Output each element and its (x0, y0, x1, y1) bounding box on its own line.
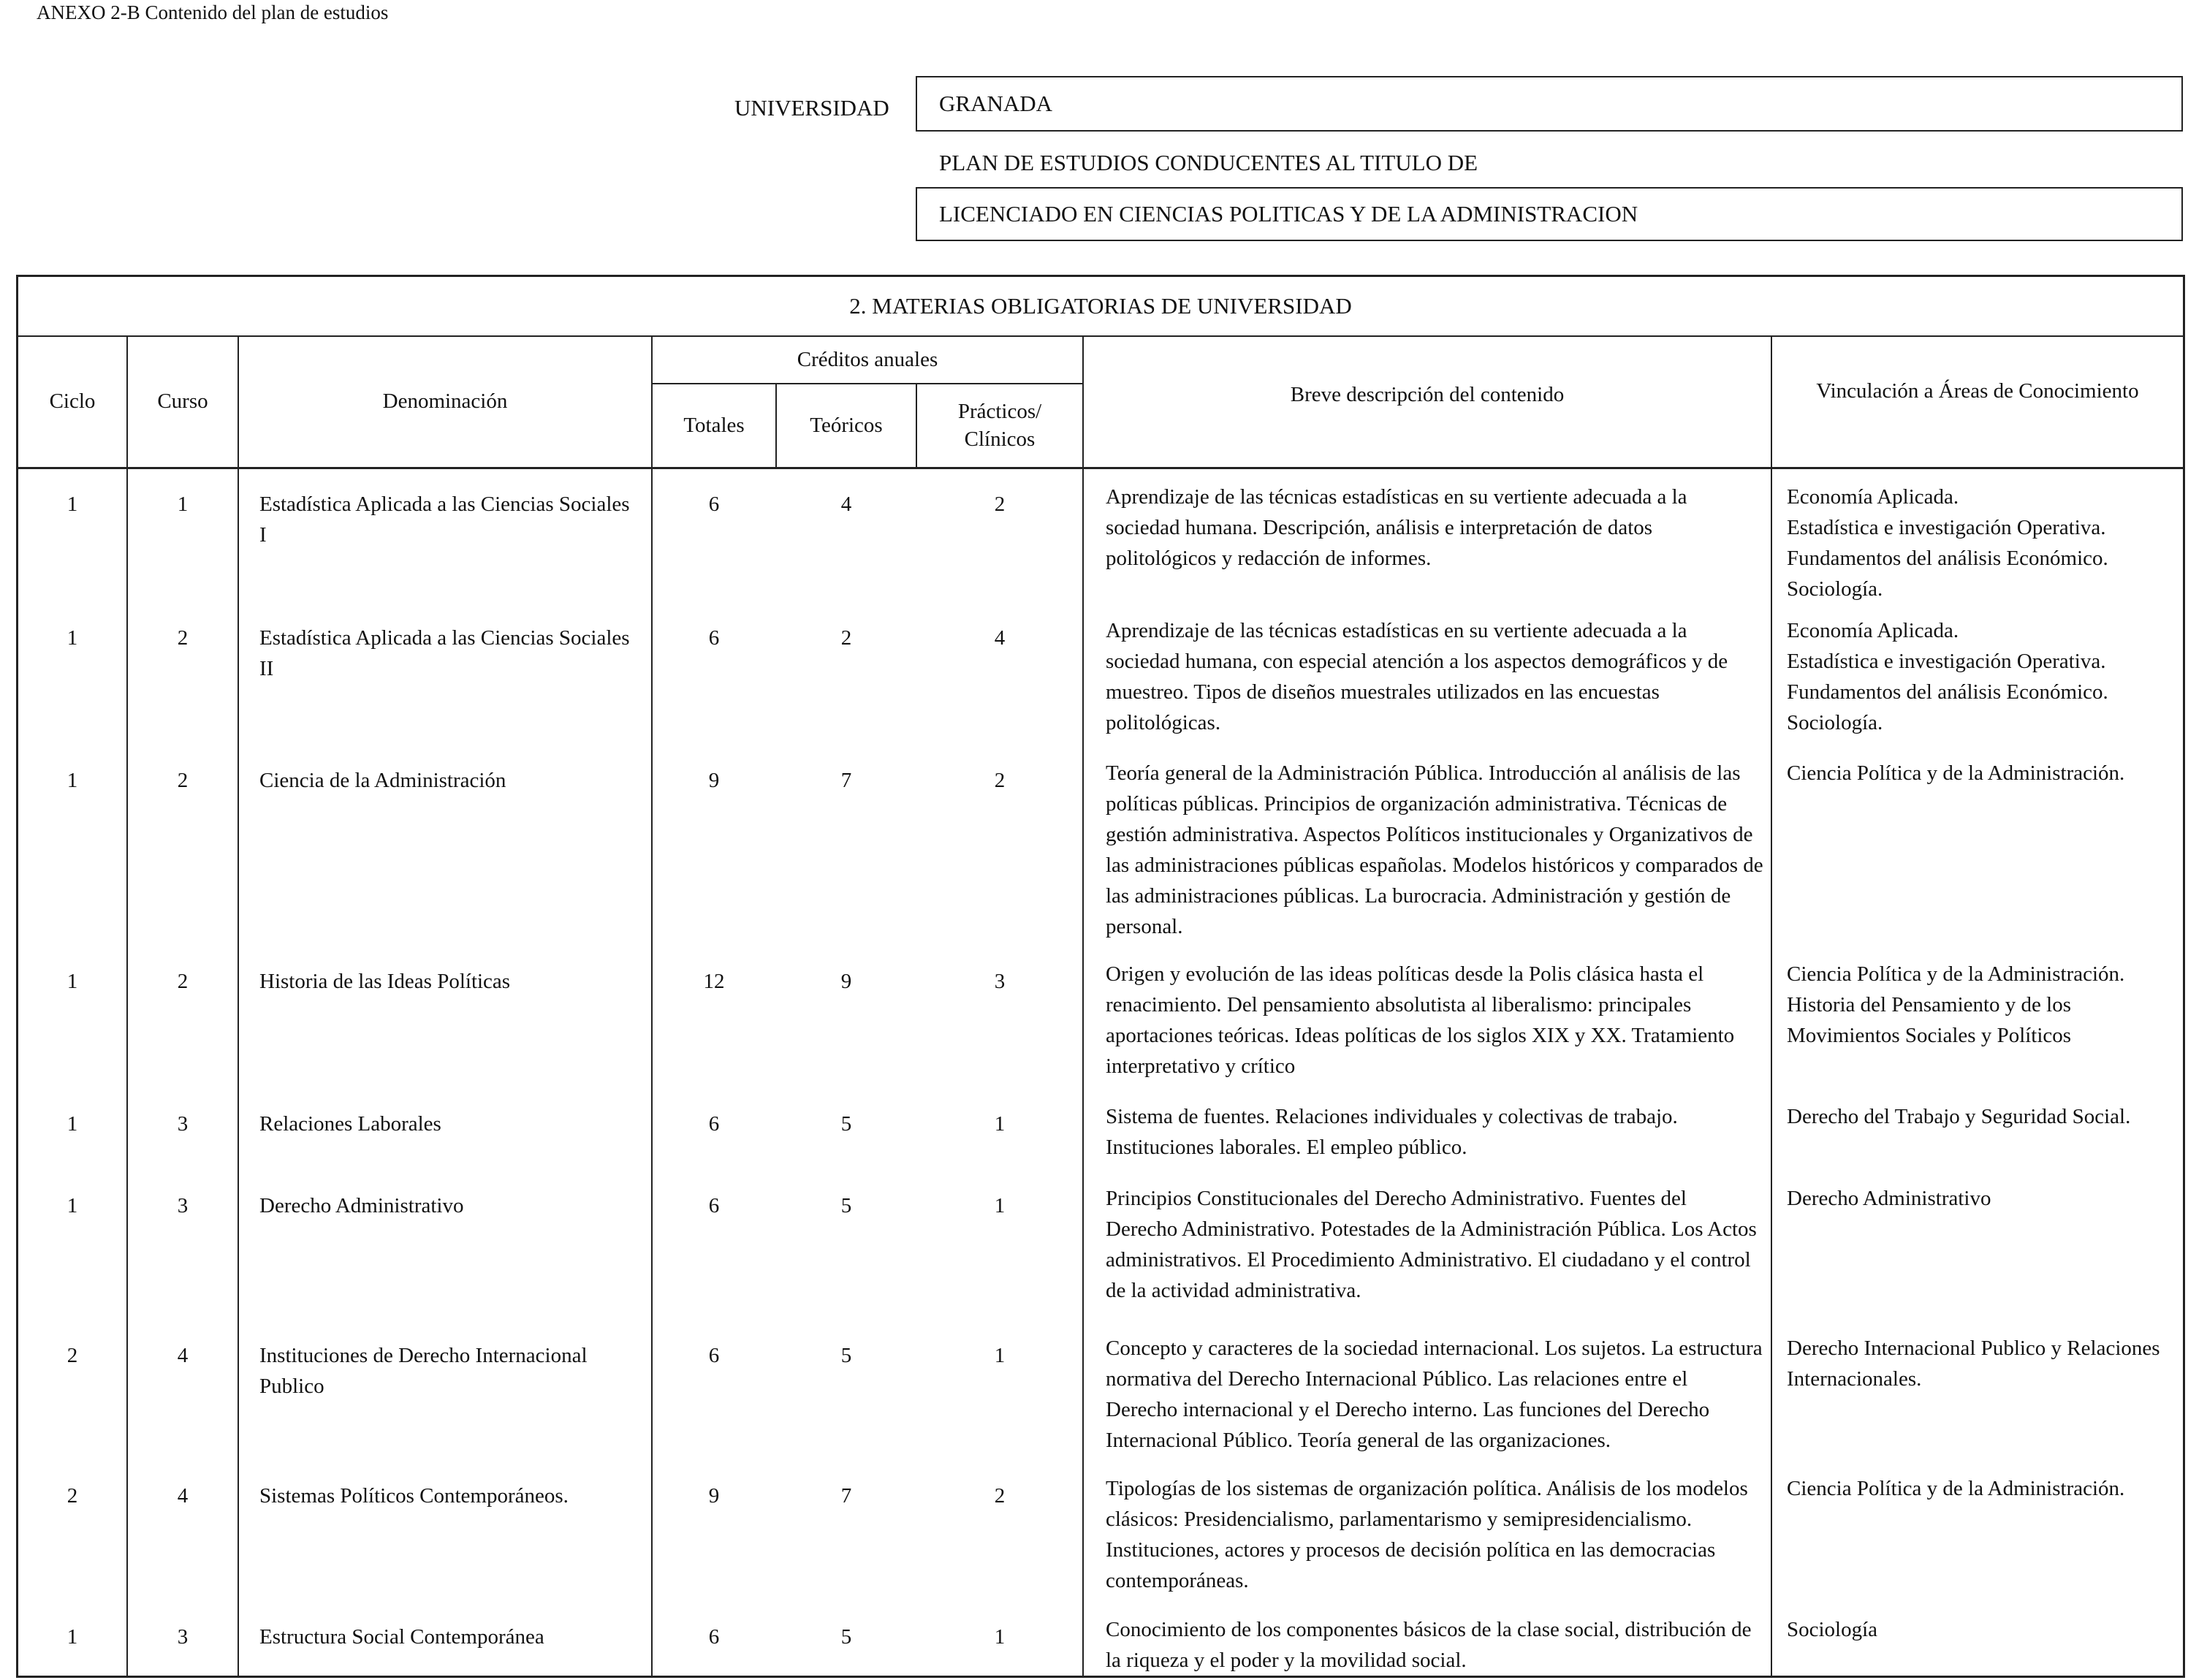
cell-denominacion: Historia de las Ideas Políticas (259, 970, 511, 993)
cell-denominacion: Relaciones Laborales (259, 1112, 441, 1136)
cell-practicos: 1 (994, 1344, 1006, 1367)
cell-totales: 9 (708, 1484, 720, 1508)
cell-descripcion: Conocimiento de los componentes básicos de la clase social, distribución de la riqueza y el poder y la movilidad social. (1106, 1618, 1752, 1672)
cell-denominacion: Derecho Administrativo (259, 1194, 464, 1217)
university-name: GRANADA (939, 91, 1052, 116)
cell-curso: 1 (177, 493, 189, 516)
cell-teoricos: 5 (840, 1625, 852, 1649)
cell-descripcion: Concepto y caracteres de la sociedad internacional. Los sujetos. La estructura normativa del Derecho Internacional Público. Las relaciones entre el Derecho internacional y el Derecho interno. Las funciones del Derecho Internacional Público. Teoría general de las organizaciones. (1106, 1337, 1763, 1452)
cell-descripcion: Teoría general de la Administración Pública. Introducción al análisis de las políticas públicas. Principios de organización administrativa. Técnicas de gestión administrativa. Aspectos Políticos institucionales y Organizativos de las administraciones públicas españolas. Modelos históricos y comparados de las administraciones públicas. La burocracia. Administración y gestión de personal. (1106, 761, 1763, 938)
cell-ciclo: 1 (67, 626, 78, 650)
cell-ciclo: 1 (67, 1112, 78, 1136)
section-title: 2. MATERIAS OBLIGATORIAS DE UNIVERSIDAD (849, 293, 1352, 319)
cell-curso: 4 (177, 1484, 189, 1508)
cell-vinculacion: Ciencia Política y de la Administración. (1787, 761, 2125, 785)
header-practicos: Prácticos/ Clínicos (957, 399, 1042, 451)
cell-practicos: 4 (994, 626, 1006, 650)
header-creditos: Créditos anuales (797, 347, 938, 371)
subjects-table (16, 275, 2185, 1678)
cell-vinculacion: Derecho Internacional Publico y Relaciones Internacionales. (1787, 1337, 2160, 1391)
header-vinculacion: Vinculación a Áreas de Conocimiento (1816, 379, 2139, 403)
cell-ciclo: 2 (67, 1344, 78, 1367)
cell-ciclo: 2 (67, 1484, 78, 1508)
header-totales: Totales (683, 413, 745, 437)
cell-descripcion: Principios Constitucionales del Derecho Administrativo. Fuentes del Derecho Administrativo. Potestades de la Administración Pública. Los Actos administrativos. El Procedimiento Administrativo. El ciudadano y el control de la actividad administrativa. (1106, 1187, 1757, 1302)
cell-ciclo: 1 (67, 493, 78, 516)
cell-practicos: 3 (994, 970, 1006, 993)
cell-practicos: 1 (994, 1625, 1006, 1649)
cell-totales: 6 (708, 1112, 720, 1136)
column-divider (238, 335, 239, 1676)
cell-vinculacion: Economía Aplicada. Estadística e investigación Operativa. Fundamentos del análisis Económico. Sociología. (1787, 619, 2108, 734)
column-divider (1082, 335, 1084, 1676)
university-label: UNIVERSIDAD (734, 95, 889, 121)
cell-denominacion: Estructura Social Contemporánea (259, 1625, 544, 1649)
cell-descripcion: Tipologías de los sistemas de organización política. Análisis de los modelos clásicos: Presidencialismo, parlamentarismo y semipresidencialismo. Instituciones, actores y procesos de decisión política en las democracias contemporáneas. (1106, 1477, 1748, 1592)
cell-practicos: 1 (994, 1112, 1006, 1136)
cell-practicos: 1 (994, 1194, 1006, 1217)
cell-teoricos: 5 (840, 1344, 852, 1367)
cell-practicos: 2 (994, 493, 1006, 516)
header-ciclo: Ciclo (49, 389, 96, 414)
cell-teoricos: 4 (840, 493, 852, 516)
cell-curso: 3 (177, 1194, 189, 1217)
cell-curso: 3 (177, 1625, 189, 1649)
cell-teoricos: 7 (840, 769, 852, 792)
cell-vinculacion: Derecho del Trabajo y Seguridad Social. (1787, 1105, 2131, 1128)
cell-denominacion: Ciencia de la Administración (259, 769, 506, 792)
cell-ciclo: 1 (67, 1194, 78, 1217)
column-divider (1771, 335, 1772, 1676)
cell-descripcion: Aprendizaje de las técnicas estadísticas en su vertiente adecuada a la sociedad humana, con especial atención a los aspectos demográficos y de muestreo. Tipos de diseños muestrales utilizados en las encuestas politológicas. (1106, 619, 1728, 734)
cell-vinculacion: Sociología (1787, 1618, 1878, 1641)
cell-ciclo: 1 (67, 769, 78, 792)
degree-title-box (916, 187, 2183, 241)
header-denominacion: Denominación (382, 389, 508, 414)
divider (18, 467, 2183, 469)
cell-teoricos: 7 (840, 1484, 852, 1508)
cell-teoricos: 5 (840, 1112, 852, 1136)
cell-denominacion: Estadística Aplicada a las Ciencias Sociales II (259, 626, 630, 680)
cell-totales: 6 (708, 1344, 720, 1367)
cell-ciclo: 1 (67, 1625, 78, 1649)
cell-teoricos: 5 (840, 1194, 852, 1217)
cell-denominacion: Sistemas Políticos Contemporáneos. (259, 1484, 569, 1508)
plan-label: PLAN DE ESTUDIOS CONDUCENTES AL TITULO DE (939, 150, 1478, 175)
cell-practicos: 2 (994, 769, 1006, 792)
column-divider (126, 335, 128, 1676)
cell-curso: 2 (177, 626, 189, 650)
cell-curso: 2 (177, 769, 189, 792)
cell-curso: 4 (177, 1344, 189, 1367)
cell-totales: 6 (708, 626, 720, 650)
annex-title: ANEXO 2-B Contenido del plan de estudios (37, 1, 389, 23)
header-teoricos: Teóricos (810, 413, 883, 437)
cell-totales: 12 (703, 970, 725, 993)
cell-teoricos: 2 (840, 626, 852, 650)
cell-descripcion: Sistema de fuentes. Relaciones individuales y colectivas de trabajo. Instituciones laborales. El empleo público. (1106, 1105, 1678, 1159)
cell-totales: 6 (708, 1625, 720, 1649)
cell-descripcion: Aprendizaje de las técnicas estadísticas en su vertiente adecuada a la sociedad humana. Descripción, análisis e interpretación de datos politológicos y redacción de informes. (1106, 485, 1687, 570)
header-curso: Curso (157, 389, 208, 414)
university-name-box (916, 76, 2183, 132)
cell-curso: 2 (177, 970, 189, 993)
cell-ciclo: 1 (67, 970, 78, 993)
cell-denominacion: Instituciones de Derecho Internacional Publico (259, 1344, 588, 1398)
cell-vinculacion: Ciencia Política y de la Administración. Historia del Pensamiento y de los Movimientos Sociales y Políticos (1787, 962, 2125, 1047)
column-divider (651, 335, 653, 1676)
cell-vinculacion: Economía Aplicada. Estadística e investigación Operativa. Fundamentos del análisis Económico. Sociología. (1787, 485, 2108, 601)
header-descripcion: Breve descripción del contenido (1290, 383, 1565, 407)
cell-vinculacion: Ciencia Política y de la Administración. (1787, 1477, 2125, 1500)
cell-vinculacion: Derecho Administrativo (1787, 1187, 1991, 1210)
degree-title: LICENCIADO EN CIENCIAS POLITICAS Y DE LA ADMINISTRACION (939, 201, 1638, 227)
cell-curso: 3 (177, 1112, 189, 1136)
cell-totales: 6 (708, 493, 720, 516)
cell-teoricos: 9 (840, 970, 852, 993)
cell-totales: 6 (708, 1194, 720, 1217)
cell-practicos: 2 (994, 1484, 1006, 1508)
cell-descripcion: Origen y evolución de las ideas políticas desde la Polis clásica hasta el renacimiento. Del pensamiento absolutista al liberalismo: principales aportaciones teóricas. Ideas políticas de los siglos XIX y XX. Tratamiento interpretativo y crítico (1106, 962, 1735, 1078)
cell-denominacion: Estadística Aplicada a las Ciencias Sociales I (259, 493, 630, 547)
cell-totales: 9 (708, 769, 720, 792)
